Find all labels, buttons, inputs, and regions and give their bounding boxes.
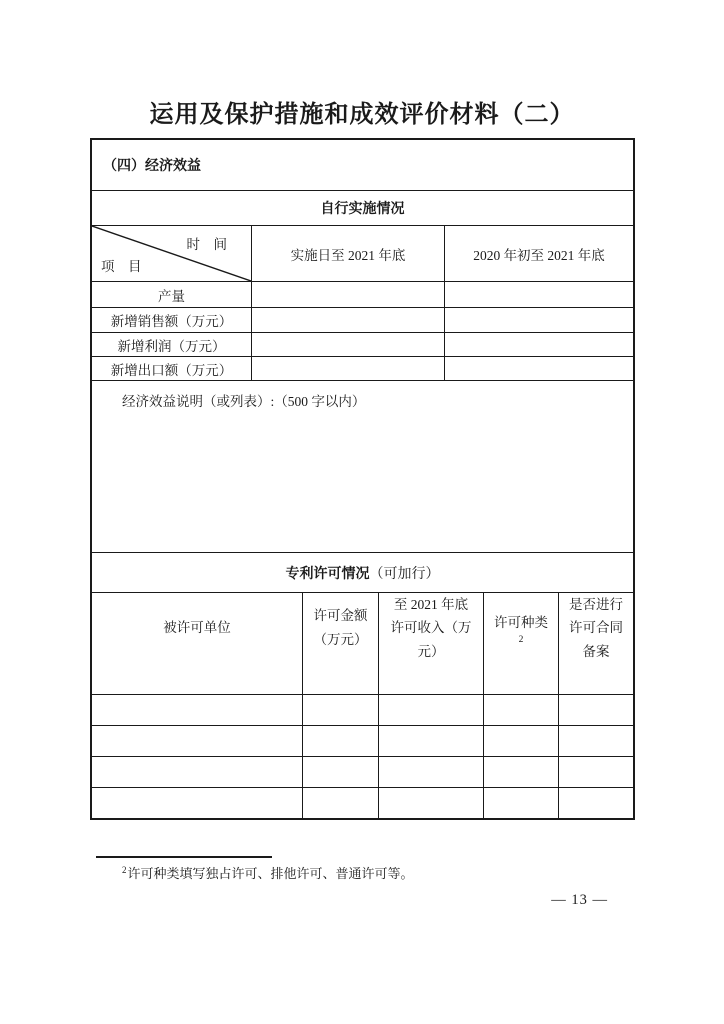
section-row — [92, 140, 633, 190]
patent-license-title-row — [92, 552, 633, 592]
license-header-row — [92, 592, 633, 663]
footnote-rule — [96, 856, 272, 858]
license-empty-cell — [302, 788, 378, 818]
license-empty-cell — [483, 788, 558, 818]
value-cell — [444, 333, 633, 356]
matrix-item-label: 项 目 — [101, 259, 142, 274]
self-implementation-title: 自行实施情况 — [320, 202, 405, 217]
license-empty-cell — [558, 757, 633, 787]
row-label-new-sales: 新增销售额（万元） — [110, 314, 233, 329]
license-empty-cell — [558, 788, 633, 818]
footnote-text: 许可种类填写独占许可、排他许可、普通许可等。 — [127, 866, 414, 881]
license-empty-cell — [558, 695, 633, 725]
license-empty-cell — [302, 695, 378, 725]
row-label-new-export: 新增出口额（万元） — [110, 362, 233, 378]
license-empty-cell — [92, 788, 302, 818]
self-implementation-title-row — [92, 190, 633, 225]
license-empty-cell — [92, 757, 302, 787]
column-header-implementation-period: 实施日至 2021 年底 — [251, 226, 444, 281]
value-cell — [444, 308, 633, 332]
license-empty-cell — [378, 757, 483, 787]
license-empty-cell — [302, 726, 378, 756]
value-cell — [251, 282, 444, 307]
value-cell — [251, 357, 444, 380]
row-label-output: 产量 — [158, 288, 185, 304]
license-empty-cell — [92, 695, 302, 725]
license-empty-cell — [378, 726, 483, 756]
row-label-new-profit: 新增利润（万元） — [117, 338, 226, 354]
license-empty-cell — [558, 663, 633, 694]
table-row-new-export — [92, 356, 633, 380]
license-empty-row — [92, 756, 633, 787]
license-col-licensee: 被许可单位 — [163, 620, 231, 636]
form-table — [90, 138, 635, 820]
patent-license-title — [92, 563, 633, 583]
section-economic-benefit-label: （四）经济效益 — [103, 159, 201, 174]
license-empty-cell — [92, 726, 302, 756]
table-row-new-sales — [92, 307, 633, 332]
footnote — [122, 863, 414, 882]
table-row-output — [92, 281, 633, 307]
matrix-time-label: 时 间 — [186, 237, 227, 252]
license-empty-cell — [483, 663, 558, 694]
license-empty-cell — [378, 663, 483, 694]
license-empty-cell — [483, 757, 558, 787]
license-empty-rows — [92, 663, 633, 818]
license-col-type — [483, 593, 558, 663]
matrix-header-cell — [92, 226, 251, 281]
license-empty-cell — [558, 726, 633, 756]
license-col-amount: 许可金额（万元） — [302, 593, 378, 663]
license-col-filing: 是否进行许可合同备案 — [558, 593, 633, 663]
column-header-2020-period: 2020 年初至 2021 年底 — [444, 226, 633, 281]
license-empty-cell — [92, 663, 302, 694]
license-empty-row — [92, 725, 633, 756]
footnote-ref: 2 — [122, 864, 127, 875]
value-cell — [444, 357, 633, 380]
license-empty-row — [92, 663, 633, 694]
license-empty-cell — [302, 663, 378, 694]
table-row-new-profit — [92, 332, 633, 356]
matrix-header-row — [92, 225, 633, 281]
license-col-income: 至 2021 年底许可收入（万元） — [378, 593, 483, 663]
license-empty-cell — [378, 695, 483, 725]
patent-license-title-bold: 专利许可情况 — [285, 566, 370, 582]
license-empty-row — [92, 694, 633, 725]
value-cell — [444, 282, 633, 307]
economic-benefit-note-row — [92, 380, 633, 552]
license-empty-row — [92, 787, 633, 818]
value-cell — [251, 308, 444, 332]
page-number: — 13 — — [551, 892, 608, 908]
value-cell — [251, 333, 444, 356]
license-empty-cell — [483, 726, 558, 756]
license-empty-cell — [378, 788, 483, 818]
page-title: 运用及保护措施和成效评价材料（二） — [149, 102, 575, 128]
license-type-footnote-ref: 2 — [518, 634, 524, 645]
license-empty-cell — [302, 757, 378, 787]
economic-benefit-note-label: 经济效益说明（或列表）:（500 字以内） — [122, 394, 366, 409]
patent-license-title-suffix: （可加行） — [369, 566, 440, 582]
license-empty-cell — [483, 695, 558, 725]
license-col-type-label: 许可种类 — [494, 614, 548, 630]
